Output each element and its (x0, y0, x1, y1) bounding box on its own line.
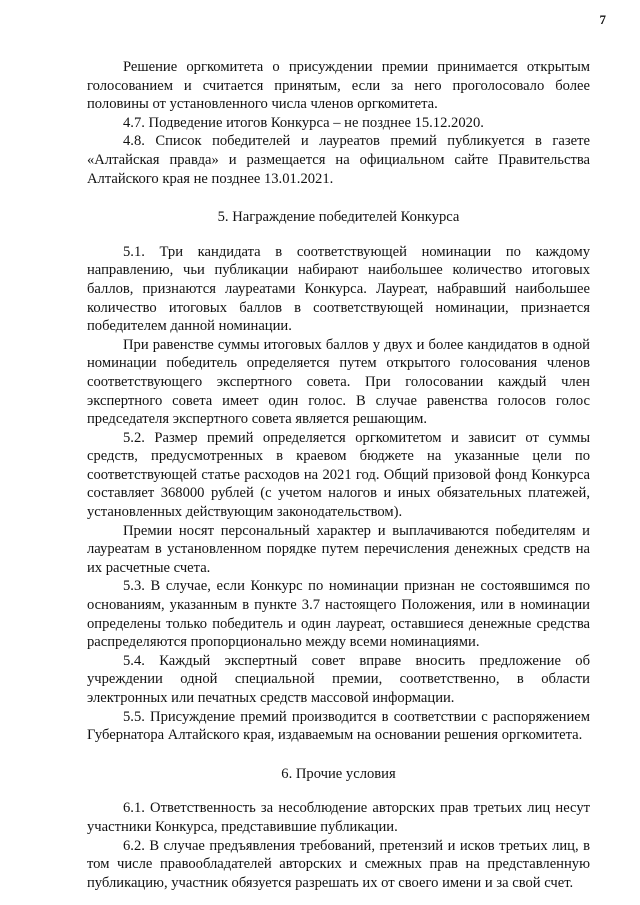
section-heading-6: 6. Прочие условия (281, 765, 396, 782)
paragraph: Премии носят персональный характер и выплачиваются победителям и лауреатам в установленном порядке путем перечисления денежных средств на их расчетные счета. (87, 522, 590, 576)
paragraph: 4.7. Подведение итогов Конкурса – не позднее 15.12.2020. (123, 114, 484, 131)
paragraph: 5.4. Каждый экспертный совет вправе вносить предложение об учреждении одной специальной премии, соответственно, в области электронных или печатных средств массовой информации. (87, 652, 590, 706)
paragraph: 4.8. Список победителей и лауреатов премий публикуется в газете «Алтайская правда» и размещается на официальном сайте Правительства Алтайского края не позднее 13.01.2021. (87, 133, 590, 187)
section-heading-5: 5. Награждение победителей Конкурса (217, 209, 460, 226)
paragraph: 5.5. Присуждение премий производится в соответствии с распоряжением Губернатора Алтайского края, издаваемым на основании решения оргкомитета. (87, 708, 590, 744)
paragraph: 5.3. В случае, если Конкурс по номинации признан не состоявшимся по основаниям, указанным в пункте 3.7 настоящего Положения, или в номинации определены только победитель и один лауреат, оставшиеся денежные средства распределяются пропорционально между всеми номинациями. (87, 578, 590, 651)
paragraph: 6.2. В случае предъявления требований, претензий и исков третьих лиц, в том числе правообладателей авторских и смежных прав на представленную публикацию, участник обязуется разрешать их от своего имени и за свой счет. (87, 837, 590, 891)
paragraph: 5.1. Три кандидата в соответствующей номинации по каждому направлению, чьи публикации набирают наибольшее количество итоговых баллов, признаются лауреатами Конкурса. Лауреат, набравший наибольшее количество итоговых баллов в соответствующей номинации, признается победителем данной номинации. (87, 243, 590, 335)
paragraph: 6.1. Ответственность за несоблюдение авторских прав третьих лиц несут участники Конкурса, представившие публикации. (87, 800, 590, 835)
paragraph: Решение оргкомитета о присуждении премии принимается открытым голосованием и считается принятым, если за него проголосовало более половины от установленного числа членов оргкомитета. (87, 59, 590, 113)
page-number: 7 (599, 12, 606, 27)
paragraph: При равенстве суммы итоговых баллов у двух и более кандидатов в одной номинации победитель определяется путем открытого голосования членов соответствующего экспертного совета. При голосовании каждый член экспертного совета имеет один голос. В случае равенства голосов голос председателя экспертного совета является решающим. (87, 336, 590, 428)
document-body (87, 58, 590, 892)
paragraph: 5.2. Размер премий определяется оргкомитетом и зависит от суммы средств, предусмотренных в краевом бюджете на указанные цели по соответствующей статье расходов на 2021 год. Общий призовой фонд Конкурса составляет 368000 рублей (с учетом налогов и иных обязательных платежей, установленных действующим законодательством). (87, 429, 590, 521)
